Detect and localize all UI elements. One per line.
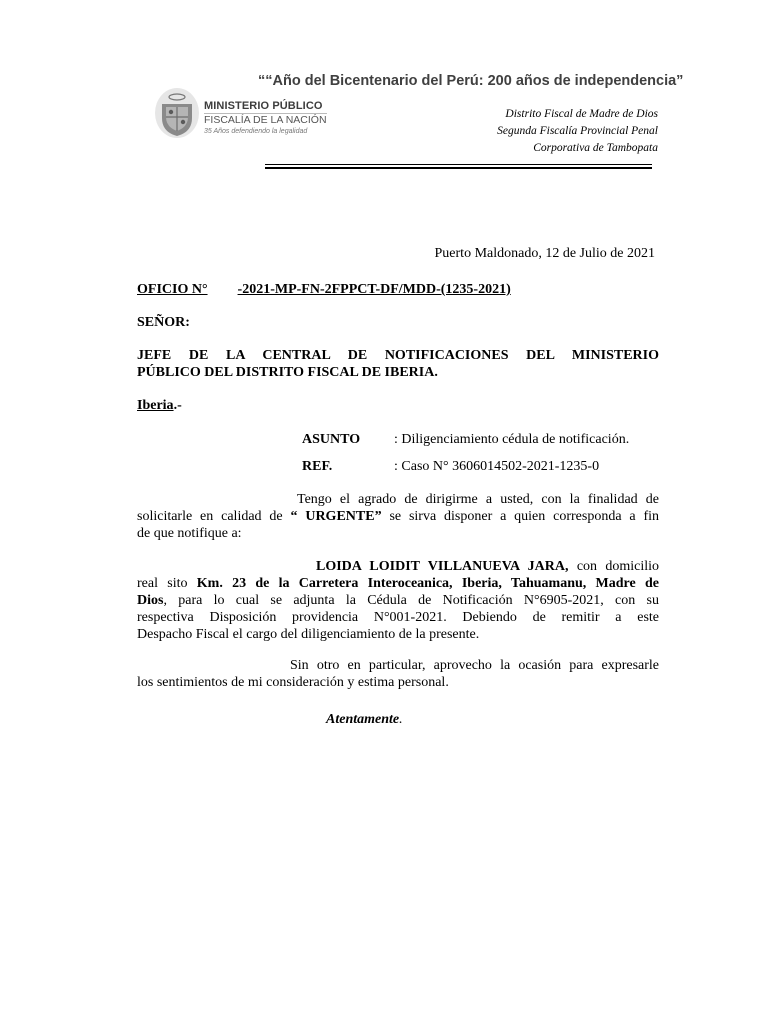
crest-icon — [152, 86, 202, 140]
closing-word: Atentamente — [326, 712, 400, 727]
p2-line-1 — [137, 558, 659, 575]
header-divider-thin — [265, 164, 652, 165]
recipient — [137, 347, 659, 381]
closing — [326, 712, 403, 728]
p2-line-3 — [137, 592, 659, 609]
location-suffix: .- — [173, 398, 182, 413]
logo-line-1: MINISTERIO PÚBLICO — [204, 100, 323, 112]
logo-text — [204, 101, 327, 135]
p1-line-1: Tengo el agrado de dirigirme a usted, con la finalidad de — [297, 492, 659, 507]
oficio-label: OFICIO N° — [137, 282, 208, 297]
ref-label: REF. — [302, 459, 333, 474]
oficio-reference — [137, 281, 511, 298]
address-end: Dios — [137, 593, 164, 608]
header-divider-thick — [265, 167, 652, 169]
p2-line-2-a: real sito — [137, 576, 188, 591]
place-date: Puerto Maldonado, 12 de Julio de 2021 — [434, 246, 655, 261]
paragraph-notify — [137, 558, 659, 643]
office-line-3: Corporativa de Tambopata — [533, 142, 658, 154]
logo-line-2: FISCALÍA DE LA NACIÓN — [204, 114, 327, 126]
location — [137, 397, 182, 414]
closing-dot: . — [399, 712, 403, 727]
asunto-value: : Diligenciamiento cédula de notificación. — [394, 432, 630, 447]
p3-line-1: Sin otro en particular, aprovecho la ocasión para expresarle — [290, 658, 659, 673]
office-line-1: Distrito Fiscal de Madre de Dios — [505, 108, 658, 120]
p2-line-4: respectiva Disposición providencia N°001-2021. Debiendo de remitir a este — [137, 610, 659, 625]
ref-value: : Caso N° 3606014502-2021-1235-0 — [394, 459, 600, 474]
ministerio-publico-logo — [152, 86, 340, 140]
urgente-text: “ URGENTE” — [290, 509, 382, 524]
address: Km. 23 de la Carretera Interoceanica, Iberia, Tahuamanu, Madre de — [196, 576, 659, 591]
logo-line-3: 35 Años defendiendo la legalidad — [204, 127, 308, 135]
p3-line-2: los sentimientos de mi consideración y estima personal. — [137, 675, 449, 690]
p2-line-5: Despacho Fiscal el cargo del diligenciamiento de la presente. — [137, 627, 480, 642]
location-name: Iberia — [137, 398, 174, 413]
p1-line-2 — [137, 508, 659, 525]
p1-line-3: de que notifique a: — [137, 526, 242, 541]
p1-line-2-a: solicitarle en calidad de — [137, 509, 283, 524]
office-line-2: Segunda Fiscalía Provincial Penal — [497, 125, 658, 137]
p2-line-1-rest: con domicilio — [576, 559, 659, 574]
notified-person: LOIDA LOIDIT VILLANUEVA JARA, — [316, 559, 569, 574]
asunto-label: ASUNTO — [302, 432, 361, 447]
oficio-number: -2021-MP-FN-2FPPCT-DF/MDD-(1235-2021) — [237, 282, 511, 297]
recipient-line-1: JEFE DE LA CENTRAL DE NOTIFICACIONES DEL MINISTERIO — [137, 348, 659, 363]
p2-line-3-b: , para lo cual se adjunta la Cédula de Notificación N°6905-2021, con su — [163, 593, 659, 608]
p1-line-2-c: se sirva disponer a quien corresponda a fin — [389, 509, 660, 524]
salutation: SEÑOR: — [137, 315, 190, 330]
paragraph-request — [137, 491, 659, 542]
office-block — [497, 106, 658, 157]
p2-line-2 — [137, 575, 659, 592]
year-motto: ““Año del Bicentenario del Perú: 200 años de independencia” — [258, 73, 684, 89]
paragraph-closing — [137, 657, 659, 691]
recipient-line-2: PÚBLICO DEL DISTRITO FISCAL DE IBERIA. — [137, 365, 438, 380]
